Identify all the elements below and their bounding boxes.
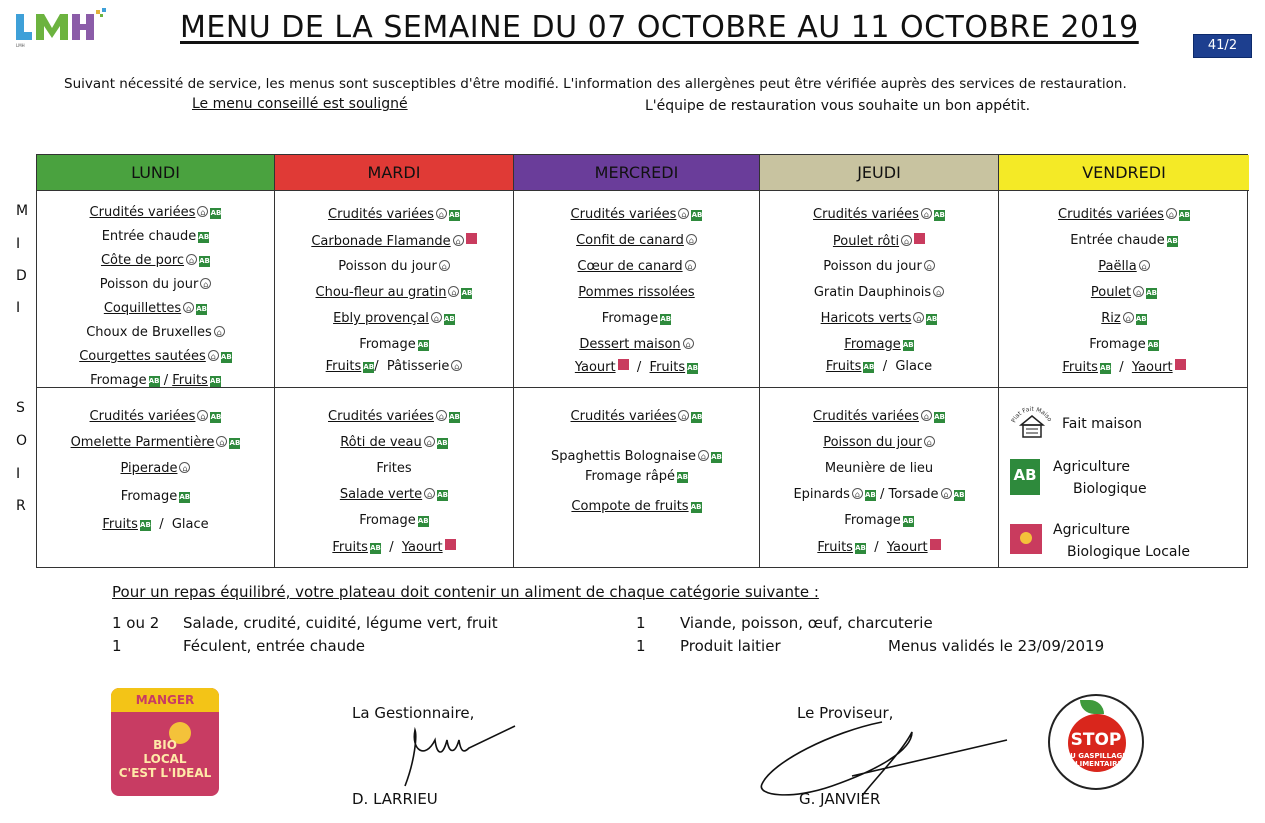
dish-name: Poulet rôti <box>832 234 900 249</box>
fait-maison-icon: ⌂ <box>1166 208 1177 219</box>
agriculture-bio-icon: AB <box>677 473 688 481</box>
dish-name: Pâtisserie <box>386 359 450 374</box>
recommended-note: Le menu conseillé est souligné <box>192 96 408 112</box>
side-letter: O <box>16 433 28 449</box>
menu-item <box>37 277 274 292</box>
dish-name: Paëlla <box>1098 259 1137 274</box>
separator: / <box>875 487 889 502</box>
agriculture-bio-icon: AB <box>926 315 938 323</box>
dish-name: Fromage <box>359 337 416 352</box>
dish-name: Piperade <box>120 461 178 476</box>
dish-name: Compote de fruits <box>571 499 689 514</box>
dish-name: Courgettes sautées <box>79 349 206 364</box>
fait-maison-icon: ⌂ <box>901 235 912 246</box>
agriculture-bio-icon: AB <box>902 517 914 525</box>
menu-item <box>514 499 759 514</box>
menu-item <box>760 311 998 326</box>
menu-item <box>760 207 998 222</box>
menu-item <box>999 359 1249 375</box>
menu-item <box>760 259 998 274</box>
menu-item <box>275 513 513 528</box>
menu-item <box>514 449 759 464</box>
manger-band: MANGER <box>111 688 219 712</box>
week-badge: 41/2 <box>1193 34 1252 58</box>
ab-logo-icon: AB <box>1010 459 1040 495</box>
balance-qty: 1 <box>112 637 122 655</box>
menu-item <box>760 461 998 476</box>
dish-name: Fruits <box>172 373 208 388</box>
dish-name: Spaghettis Bolognaise <box>551 449 696 464</box>
day-header-vendredi: VENDREDI <box>999 155 1249 191</box>
svg-text:Plat Fait Maison <box>1009 399 1053 424</box>
dish-name: Entrée chaude <box>1070 233 1165 248</box>
menu-item <box>760 233 998 249</box>
separator: / <box>865 540 887 555</box>
dish-name: Crudités variées <box>328 409 434 424</box>
fait-maison-icon: ⌂ <box>852 488 863 499</box>
agriculture-bio-icon: AB <box>934 413 945 421</box>
menu-item <box>760 337 998 352</box>
bio-local-logo-icon <box>1010 524 1042 554</box>
dish-name: Salade verte <box>339 487 423 502</box>
agriculture-bio-icon: AB <box>210 209 222 217</box>
menu-item <box>999 285 1249 300</box>
menu-item <box>514 359 759 375</box>
side-letter: I <box>16 466 21 482</box>
menu-item <box>37 517 274 532</box>
dish-name: Ebly provençal <box>333 311 429 326</box>
fait-maison-icon: ⌂ <box>436 208 447 219</box>
lmh-logo <box>14 6 110 48</box>
validation-date: Menus validés le 23/09/2019 <box>888 637 1105 655</box>
menu-item <box>275 259 513 274</box>
dish-name: Côte de porc <box>100 253 185 268</box>
dish-name: Glace <box>171 517 209 532</box>
agriculture-bio-icon: AB <box>370 544 381 552</box>
proviseur-name: G. JANVIER <box>799 790 881 808</box>
dish-name: Fruits <box>325 359 362 374</box>
fait-maison-icon: ⌂ <box>200 278 211 289</box>
separator: / <box>1110 360 1132 375</box>
agriculture-bio-icon: AB <box>855 544 866 552</box>
fait-maison-icon: ⌂ <box>1139 260 1150 271</box>
menu-item <box>275 337 513 352</box>
menu-item <box>514 207 759 222</box>
menu-item <box>999 233 1249 248</box>
agriculture-bio-icon: AB <box>417 517 429 525</box>
agriculture-bio-icon: AB <box>690 503 702 511</box>
bio-local-icon <box>466 233 477 244</box>
menu-item <box>275 435 513 450</box>
balance-qty: 1 <box>636 614 646 632</box>
dish-name: Entrée chaude <box>101 229 197 244</box>
dish-name: Fromage <box>844 337 901 352</box>
agriculture-bio-icon: AB <box>864 491 876 499</box>
fait-maison-icon: ⌂ <box>197 206 208 217</box>
dish-name: Crudités variées <box>89 409 196 424</box>
menu-item <box>275 311 513 326</box>
separator: / <box>150 517 172 532</box>
menu-item <box>37 349 274 364</box>
agriculture-bio-icon: AB <box>437 491 449 499</box>
fait-maison-label: Fait maison <box>1062 416 1143 432</box>
balance-title: Pour un repas équilibré, votre plateau doit contenir un aliment de chaque catégorie suivante : <box>112 583 819 601</box>
menu-item <box>514 337 759 352</box>
fait-maison-icon <box>1009 399 1055 441</box>
fait-maison-icon: ⌂ <box>1133 286 1144 297</box>
dish-name: Epinards <box>793 487 850 502</box>
day-column-vendredi <box>999 191 1249 567</box>
agriculture-bio-icon: AB <box>934 211 945 219</box>
menu-item <box>275 539 513 555</box>
fait-maison-icon: ⌂ <box>678 410 689 421</box>
dish-name: Carbonade Flamande <box>311 234 451 249</box>
agriculture-bio-icon: AB <box>436 439 448 447</box>
proviseur-title: Le Proviseur, <box>797 704 894 722</box>
stop-word: STOP <box>1070 730 1122 750</box>
menu-item <box>37 301 274 316</box>
dish-name: Crudités variées <box>570 207 677 222</box>
agriculture-bio-icon: AB <box>417 341 429 349</box>
fait-maison-icon: ⌂ <box>913 312 924 323</box>
menu-item <box>275 461 513 476</box>
dish-name: Cœur de canard <box>577 259 683 274</box>
dish-name: Fruits <box>332 540 368 555</box>
day-column-lundi <box>37 191 275 567</box>
bon-appetit-note: L'équipe de restauration vous souhaite un bon appétit. <box>645 98 1031 114</box>
balance-category: Viande, poisson, œuf, charcuterie <box>680 614 933 632</box>
agriculture-bio-icon: AB <box>1135 315 1147 323</box>
fait-maison-icon: ⌂ <box>921 208 932 219</box>
agriculture-bio-icon: AB <box>660 315 672 323</box>
dish-name: Fruits <box>649 360 686 375</box>
menu-item <box>514 285 759 300</box>
day-header-mardi: MARDI <box>275 155 514 191</box>
page-title: MENU DE LA SEMAINE DU 07 OCTOBRE AU 11 OCTOBRE 2019 <box>180 10 1139 45</box>
menu-item <box>37 489 274 504</box>
dish-name: Fruits <box>102 517 138 532</box>
fait-maison-icon: ⌂ <box>451 360 462 371</box>
fait-maison-icon: ⌂ <box>924 436 935 447</box>
day-column-jeudi <box>760 191 999 567</box>
gestionnaire-name: D. LARRIEU <box>352 790 438 808</box>
fait-maison-icon: ⌂ <box>214 326 225 337</box>
menu-item <box>275 359 513 374</box>
side-letter: M <box>16 203 29 219</box>
fait-maison-icon: ⌂ <box>924 260 935 271</box>
agriculture-bio-icon: AB <box>691 413 703 421</box>
separator: / <box>380 540 402 555</box>
bio-local-icon <box>445 539 456 550</box>
dish-name: Fromage râpé <box>584 469 676 484</box>
dish-name: Poisson du jour <box>338 259 437 274</box>
dish-name: Rôti de veau <box>340 435 422 450</box>
menu-item <box>760 285 998 300</box>
menu-item <box>999 337 1249 352</box>
day-header-mercredi: MERCREDI <box>514 155 760 191</box>
bio-local-label-line1: Agriculture <box>1053 522 1130 538</box>
balance-qty: 1 ou 2 <box>112 614 160 632</box>
dish-name: Haricots verts <box>820 311 912 326</box>
agriculture-bio-icon: AB <box>449 211 460 219</box>
agriculture-bio-icon: AB <box>140 521 151 529</box>
gestionnaire-signature <box>395 720 520 790</box>
agriculture-bio-icon: AB <box>199 257 210 265</box>
menu-item <box>514 259 759 274</box>
bio-local-icon <box>930 539 941 550</box>
dish-name: Fromage <box>359 513 416 528</box>
stop-subtitle: AU GASPILLAGE ALIMENTAIRE <box>1064 752 1128 768</box>
fait-maison-icon: ⌂ <box>933 286 944 297</box>
day-column-mardi <box>275 191 514 567</box>
fait-maison-icon: ⌂ <box>424 488 435 499</box>
agriculture-bio-icon: AB <box>1146 289 1158 297</box>
separator: / <box>159 373 173 388</box>
menu-item <box>999 207 1249 222</box>
dish-name: Yaourt <box>574 360 616 375</box>
service-notice: Suivant nécessité de service, les menus sont susceptibles d'être modifié. L'information des allergènes peut être vérifiée auprès des services de restauration. <box>64 76 1127 92</box>
dish-name: Confit de canard <box>576 233 684 248</box>
menu-item <box>514 409 759 424</box>
dish-name: Choux de Bruxelles <box>86 325 212 340</box>
dish-name: Dessert maison <box>579 337 681 352</box>
agriculture-bio-icon: AB <box>444 315 455 323</box>
agriculture-bio-icon: AB <box>953 491 965 499</box>
side-letter: D <box>16 268 27 284</box>
dish-name: Fromage <box>1089 337 1146 352</box>
dish-name: Crudités variées <box>813 207 919 222</box>
fait-maison-icon: ⌂ <box>436 410 447 421</box>
separator: / <box>374 359 387 374</box>
menu-item <box>760 435 998 450</box>
fait-maison-icon: ⌂ <box>439 260 450 271</box>
dish-name: Poisson du jour <box>823 435 922 450</box>
agriculture-bio-icon: AB <box>1147 341 1159 349</box>
fait-maison-icon: ⌂ <box>921 410 932 421</box>
dish-name: Yaourt <box>1131 360 1173 375</box>
fait-maison-icon: ⌂ <box>698 450 709 461</box>
fait-maison-icon: ⌂ <box>448 286 459 297</box>
agriculture-bio-icon: AB <box>209 377 221 385</box>
agriculture-bio-icon: AB <box>198 233 210 241</box>
bio-local-icon <box>618 359 629 370</box>
fait-maison-icon: ⌂ <box>686 234 697 245</box>
manger-text-line: BIO <box>153 738 177 752</box>
fait-maison-icon: ⌂ <box>208 350 219 361</box>
dish-name: Crudités variées <box>89 205 196 220</box>
lmh-logo-text: LMH <box>16 43 25 48</box>
manger-bio-local-logo <box>111 688 219 796</box>
dish-name: Glace <box>895 359 933 374</box>
menu-item <box>514 469 759 484</box>
day-header-jeudi: JEUDI <box>760 155 999 191</box>
manger-text-line: C'EST L'IDEAL <box>118 766 212 780</box>
dish-name: Crudités variées <box>813 409 919 424</box>
separator: / <box>874 359 896 374</box>
dish-name: Fromage <box>601 311 659 326</box>
agriculture-bio-icon: AB <box>229 439 241 447</box>
menu-item <box>999 259 1249 274</box>
dish-name: Yaourt <box>401 540 443 555</box>
dish-name: Gratin Dauphinois <box>813 285 932 300</box>
menu-item <box>37 325 274 340</box>
side-letter: R <box>16 498 26 514</box>
agriculture-bio-icon: AB <box>1166 237 1178 245</box>
agriculture-bio-icon: AB <box>461 289 473 297</box>
menu-item <box>275 487 513 502</box>
gestionnaire-title: La Gestionnaire, <box>352 704 475 722</box>
side-letter: I <box>16 236 21 252</box>
dish-name: Chou-fleur au gratin <box>315 285 447 300</box>
balance-category: Salade, crudité, cuidité, légume vert, fruit <box>183 614 498 632</box>
fait-maison-icon: ⌂ <box>183 302 194 313</box>
fait-maison-icon: ⌂ <box>941 488 952 499</box>
dish-name: Fromage <box>120 489 178 504</box>
ab-label-line1: Agriculture <box>1053 459 1130 475</box>
dish-name: Pommes rissolées <box>578 285 695 300</box>
side-letter: S <box>16 400 25 416</box>
dish-name: Crudités variées <box>570 409 677 424</box>
separator: / <box>628 360 650 375</box>
menu-item <box>275 409 513 424</box>
dish-name: Torsade <box>888 487 939 502</box>
menu-item <box>37 205 274 220</box>
manger-text-line: LOCAL <box>143 752 187 766</box>
dish-name: Poulet <box>1090 285 1132 300</box>
weekly-menu-table <box>36 154 1248 568</box>
bio-local-icon <box>914 233 925 244</box>
menu-item <box>760 487 998 502</box>
dish-name: Meunière de lieu <box>824 461 934 476</box>
day-header-lundi: LUNDI <box>37 155 275 191</box>
fait-maison-icon: ⌂ <box>197 410 208 421</box>
menu-item <box>37 435 274 450</box>
dish-name: Fruits <box>825 359 862 374</box>
fait-maison-logo-text: Plat Fait Maiso <box>1010 405 1054 424</box>
agriculture-bio-icon: AB <box>179 493 191 501</box>
dish-name: Yaourt <box>886 540 928 555</box>
fait-maison-icon: ⌂ <box>453 235 464 246</box>
menu-item <box>275 233 513 249</box>
midi-soir-divider <box>37 387 1247 388</box>
menu-item <box>760 513 998 528</box>
menu-item <box>760 409 998 424</box>
dish-name: Fruits <box>1062 360 1098 375</box>
side-letter: I <box>16 300 21 316</box>
fait-maison-icon: ⌂ <box>685 260 696 271</box>
menu-item <box>275 285 513 300</box>
balance-category: Produit laitier <box>680 637 781 655</box>
fait-maison-icon: ⌂ <box>216 436 227 447</box>
bio-local-icon <box>1175 359 1186 370</box>
agriculture-bio-icon: AB <box>210 413 222 421</box>
dish-name: Frites <box>376 461 412 476</box>
agriculture-bio-icon: AB <box>449 413 460 421</box>
agriculture-bio-icon: AB <box>863 363 875 371</box>
agriculture-bio-icon: AB <box>363 363 375 371</box>
dish-name: Fromage <box>90 373 147 388</box>
dish-name: Fruits <box>817 540 853 555</box>
fait-maison-icon: ⌂ <box>179 462 190 473</box>
menu-item <box>37 461 274 476</box>
fait-maison-icon: ⌂ <box>683 338 694 349</box>
dish-name: Poisson du jour <box>99 277 199 292</box>
agriculture-bio-icon: AB <box>196 305 208 313</box>
dish-name: Coquillettes <box>103 301 182 316</box>
agriculture-bio-icon: AB <box>1179 211 1190 219</box>
fait-maison-icon: ⌂ <box>424 436 435 447</box>
balance-qty: 1 <box>636 637 646 655</box>
agriculture-bio-icon: AB <box>220 353 232 361</box>
agriculture-bio-icon: AB <box>148 377 160 385</box>
proviseur-signature <box>752 712 1012 804</box>
agriculture-bio-icon: AB <box>691 211 703 219</box>
menu-item <box>37 229 274 244</box>
fait-maison-icon: ⌂ <box>1123 312 1134 323</box>
dish-name: Crudités variées <box>328 207 434 222</box>
menu-item <box>999 311 1249 326</box>
agriculture-bio-icon: AB <box>1100 364 1111 372</box>
menu-item <box>514 233 759 248</box>
fait-maison-icon: ⌂ <box>186 254 197 265</box>
menu-item <box>514 311 759 326</box>
menu-item <box>37 253 274 268</box>
dish-name: Riz <box>1101 311 1121 326</box>
agriculture-bio-icon: AB <box>902 341 914 349</box>
bio-local-label-line2: Biologique Locale <box>1067 544 1191 560</box>
menu-item <box>275 207 513 222</box>
agriculture-bio-icon: AB <box>687 364 699 372</box>
menu-item <box>37 409 274 424</box>
stop-gaspillage-logo <box>1048 694 1144 790</box>
dish-name: Fromage <box>844 513 901 528</box>
fait-maison-icon: ⌂ <box>678 208 689 219</box>
ab-label-line2: Biologique <box>1073 481 1147 497</box>
day-column-mercredi <box>514 191 760 567</box>
dish-name: Crudités variées <box>1058 207 1164 222</box>
dish-name: Omelette Parmentière <box>70 435 215 450</box>
menu-item <box>37 373 274 388</box>
agriculture-bio-icon: AB <box>711 453 722 461</box>
menu-item <box>760 359 998 374</box>
manger-text <box>111 738 219 780</box>
fait-maison-icon: ⌂ <box>431 312 442 323</box>
menu-item <box>760 539 998 555</box>
dish-name: Poisson du jour <box>823 259 922 274</box>
balance-category: Féculent, entrée chaude <box>183 637 365 655</box>
